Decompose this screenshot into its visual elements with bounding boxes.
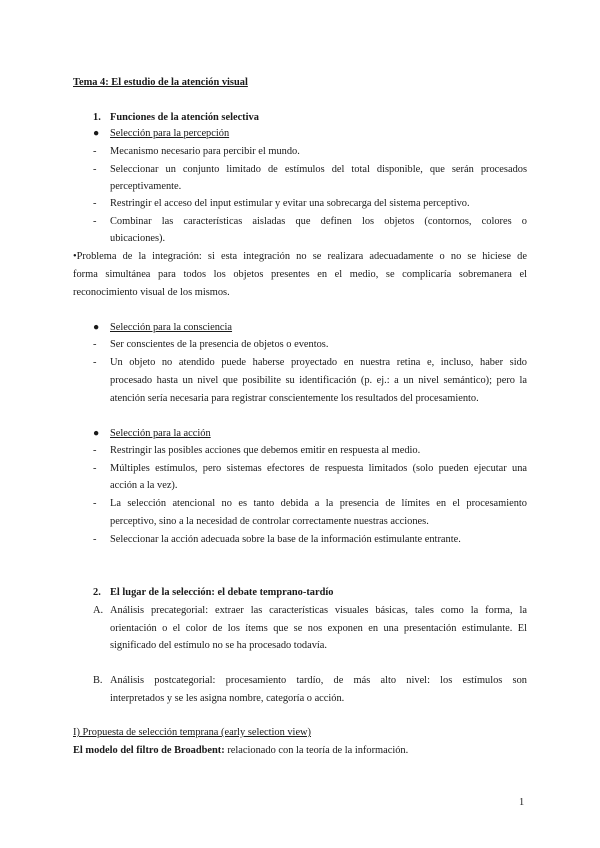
dash-marker: - bbox=[93, 198, 97, 209]
list-item-line: interpretados y se les asigna nombre, categoría o acción. bbox=[110, 693, 345, 704]
list-item-line: Restringir el acceso del input estimular y evitar una sobrecarga del sistema perceptivo. bbox=[110, 198, 470, 209]
dash-marker: - bbox=[93, 164, 97, 175]
list-marker: B. bbox=[93, 675, 103, 686]
dash-marker: - bbox=[93, 463, 97, 474]
list-item-line: Un objeto no atendido puede haberse proyectado en nuestra retina e, incluso, haber sido bbox=[110, 357, 527, 368]
list-item-line: procesado hasta un nivel que posibilite su identificación (p. ej.: a un nivel semántico); pero la bbox=[110, 375, 527, 386]
list-marker: A. bbox=[93, 605, 104, 616]
subsection-title: Selección para la percepción bbox=[110, 128, 230, 139]
list-item-line: perceptivamente. bbox=[110, 181, 182, 192]
subsection-title: Selección para la acción bbox=[110, 428, 211, 439]
note-line: reconocimiento visual de los mismos. bbox=[73, 287, 230, 298]
proposal-heading: I) Propuesta de selección temprana (early selection view) bbox=[73, 727, 312, 738]
note-line: •Problema de la integración: si esta integración no se realizara adecuadamente o no se hiciese de bbox=[73, 251, 527, 262]
dash-marker: - bbox=[93, 357, 97, 368]
page-number: 1 bbox=[519, 797, 525, 808]
dash-marker: - bbox=[93, 534, 97, 545]
list-item-line: Combinar las características aisladas que definen los objetos (contornos, colores o bbox=[110, 216, 527, 227]
section-number: 2. bbox=[93, 587, 101, 598]
list-item-line: Seleccionar un conjunto limitado de estímulos del total disponible, que serán procesados bbox=[110, 164, 527, 175]
model-description: relacionado con la teoría de la información. bbox=[224, 745, 409, 756]
list-item-line: perceptivo, sino a la necesidad de controlar correctamente nuestras acciones. bbox=[110, 516, 429, 527]
list-item-line: Ser conscientes de la presencia de objetos o eventos. bbox=[110, 339, 329, 350]
dash-marker: - bbox=[93, 216, 97, 227]
bullet-icon: ● bbox=[93, 322, 100, 333]
bullet-icon: ● bbox=[93, 128, 100, 139]
model-line bbox=[73, 744, 527, 757]
list-item-line: Seleccionar la acción adecuada sobre la base de la información estimulante entrante. bbox=[110, 534, 461, 545]
section-heading: Funciones de la atención selectiva bbox=[110, 112, 259, 123]
list-item-line: significado del estímulo no se ha procesado todavía. bbox=[110, 640, 327, 651]
list-item-line: orientación o el color de los ítems que se nos exponen en una presentación estimulante. El bbox=[110, 623, 527, 634]
list-item-line: Múltiples estímulos, pero sistemas efectores de respuesta limitados (solo pueden ejecutar una bbox=[110, 463, 527, 474]
list-item-line: Análisis postcategorial: procesamiento tardío, de más alto nivel: los estímulos son bbox=[110, 675, 527, 686]
list-item-line: Análisis precategorial: extraer las características visuales básicas, tales como la forma, la bbox=[110, 605, 527, 616]
dash-marker: - bbox=[93, 339, 97, 350]
model-name: El modelo del filtro de Broadbent: bbox=[73, 745, 225, 756]
dash-marker: - bbox=[93, 498, 97, 509]
list-item-line: ubicaciones). bbox=[110, 233, 166, 244]
list-item-line: Restringir las posibles acciones que debemos emitir en respuesta al medio. bbox=[110, 445, 421, 456]
bullet-icon: ● bbox=[93, 428, 100, 439]
note-line: forma simultánea para todos los objetos presentes en el medio, se complicaría sobremanera el bbox=[73, 269, 527, 280]
document-title: Tema 4: El estudio de la atención visual bbox=[73, 77, 248, 88]
section-number: 1. bbox=[93, 112, 101, 123]
subsection-title: Selección para la consciencia bbox=[110, 322, 233, 333]
list-item-line: acción a la vez). bbox=[110, 480, 178, 491]
section-heading: El lugar de la selección: el debate temprano-tardío bbox=[110, 587, 334, 598]
list-item-line: atención sería necesaria para registrar conscientemente los resultados del procesamiento. bbox=[110, 393, 479, 404]
dash-marker: - bbox=[93, 445, 97, 456]
list-item-line: La selección atencional no es tanto debida a la presencia de límites en el procesamiento bbox=[110, 498, 527, 509]
list-item-line: Mecanismo necesario para percibir el mundo. bbox=[110, 146, 300, 157]
dash-marker: - bbox=[93, 146, 97, 157]
